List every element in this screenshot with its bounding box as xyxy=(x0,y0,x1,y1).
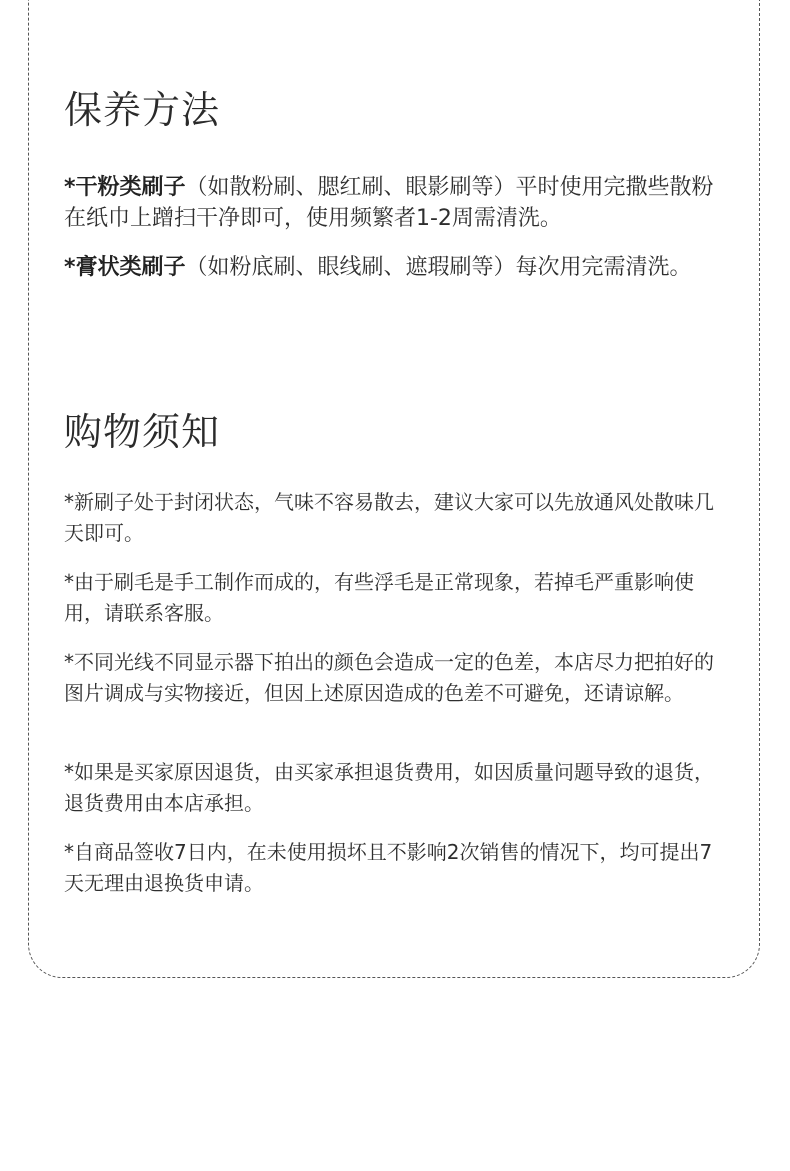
shopping-notice-item: *如果是买家原因退货，由买家承担退货费用，如因质量问题导致的退货，退货费用由本店承担。 xyxy=(64,760,714,815)
care-item-cream-brush xyxy=(64,252,724,283)
care-section-title: 保养方法 xyxy=(64,88,221,132)
care-item-lead: *膏状类刷子 xyxy=(64,255,186,280)
shopping-notice-item: *新刷子处于封闭状态，气味不容易散去，建议大家可以先放通风处散味几天即可。 xyxy=(64,490,714,545)
shopping-notice-item: *自商品签收7日内，在未使用损坏且不影响2次销售的情况下，均可提出7天无理由退换货申请。 xyxy=(64,840,713,895)
care-item-lead: *干粉类刷子 xyxy=(64,175,186,200)
shopping-notice-item: *由于刷毛是手工制作而成的，有些浮毛是正常现象，若掉毛严重影响使用，请联系客服。 xyxy=(64,570,694,625)
care-item-text: （如粉底刷、眼线刷、遮瑕刷等）每次用完需清洗。 xyxy=(185,255,692,280)
shopping-notice-item: *不同光线不同显示器下拍出的颜色会造成一定的色差，本店尽力把拍好的图片调成与实物接近，但因上述原因造成的色差不可避免，还请谅解。 xyxy=(64,650,714,705)
care-item-dry-powder-brush xyxy=(64,172,724,234)
care-item-text: （如散粉刷、腮红刷、眼影刷等）平时使用完撒些散粉在纸巾上蹭扫干净即可，使用频繁者1-2周需清洗。 xyxy=(64,175,714,231)
shopping-section-title: 购物须知 xyxy=(64,410,221,454)
